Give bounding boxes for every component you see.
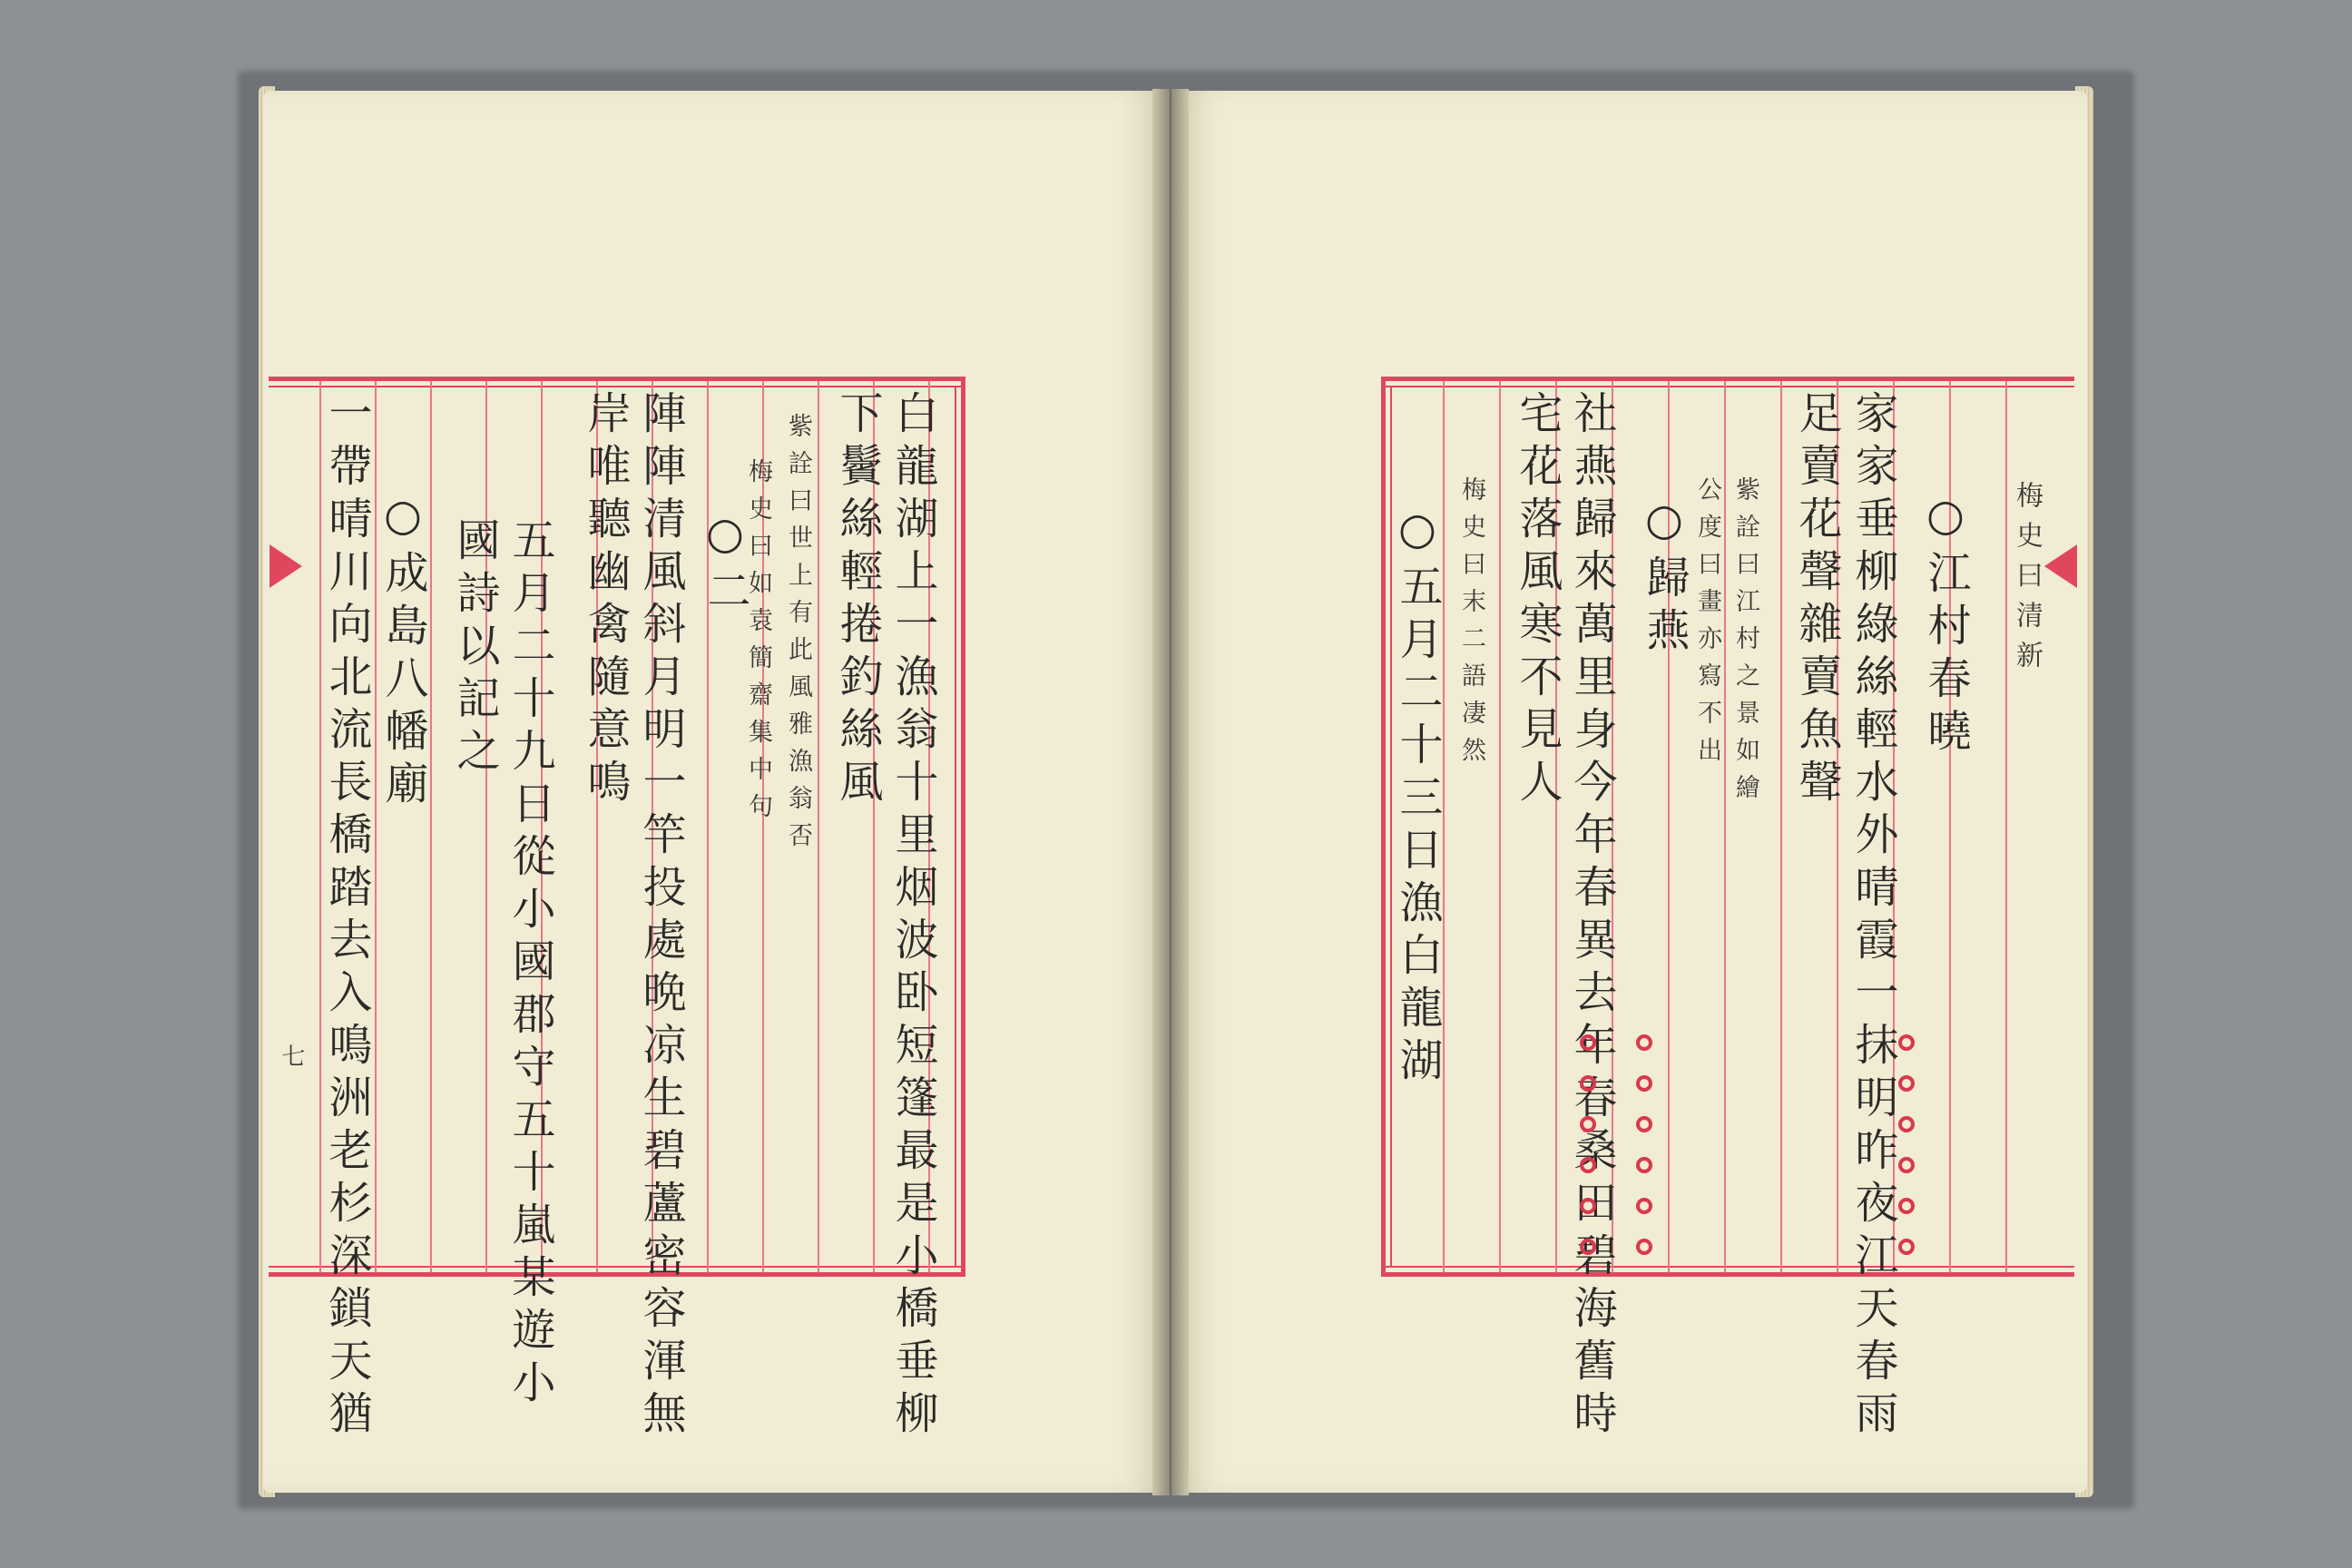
right-column-rule (1724, 381, 1726, 1272)
commentary-line: 梅史曰末二語凄然 (1457, 476, 1485, 774)
right-column-rule (1499, 381, 1501, 1272)
poem-line: 宅花落風寒不見人 (1512, 390, 1563, 811)
right-column-rule (1780, 381, 1782, 1272)
poem-number: ○二 (700, 508, 750, 621)
commentary-line: 梅史曰清新 (2011, 481, 2043, 681)
poem-line: 白龍湖上一漁翁十里烟波卧短篷最是小橋垂柳 (887, 390, 938, 1443)
poem-preface: 國詩以記之 (449, 517, 500, 780)
poem-title: ○歸燕 (1639, 495, 1690, 660)
poem-line: 下鬢絲輕捲釣絲風 (832, 390, 883, 811)
commentary-line: 公度曰畫亦寫不出 (1693, 476, 1721, 774)
poem-title: ○成島八幡廟 (377, 490, 428, 813)
left-column-rule (485, 381, 487, 1272)
poem-line: 足賣花聲雜賣魚聲 (1791, 390, 1842, 811)
folio-number: 七 (278, 1044, 305, 1067)
poem-line: 一帶晴川向北流長橋踏去入鳴洲老杉深鎖天猶 (321, 390, 372, 1443)
left-column-rule (818, 381, 819, 1272)
poem-line: 社燕歸來萬里身今年春異去年春桑田碧海舊時 (1566, 390, 1617, 1443)
right-fishtail-mark (2044, 544, 2077, 588)
book-gutter (1152, 89, 1189, 1495)
left-column-rule (375, 381, 377, 1272)
right-column-rule (2005, 381, 2007, 1272)
commentary-line: 梅史曰如袁簡齋集中句 (744, 458, 772, 830)
poem-line: 家家垂柳綠絲輕水外晴霞一抹明昨夜江天春雨 (1847, 390, 1898, 1443)
poem-line: 陣陣清風斜月明一竿投處晩凉生碧蘆密容渾無 (635, 390, 686, 1443)
left-column-rule (430, 381, 432, 1272)
poem-preface: 五月二十九日從小國郡守五十嵐某遊小 (505, 517, 555, 1412)
poem-line: 岸唯聽幽禽隨意鳴 (580, 390, 631, 811)
poem-title: ○江村春曉 (1920, 490, 1971, 760)
commentary-line: 紫詮曰江村之景如繪 (1731, 476, 1759, 811)
commentary-line: 紫詮曰世上有此風雅漁翁否 (784, 413, 812, 859)
left-fishtail-mark (270, 544, 302, 588)
right-column-rule (1443, 381, 1445, 1272)
poem-title: ○五月二十三日漁白龍湖 (1392, 504, 1443, 1090)
